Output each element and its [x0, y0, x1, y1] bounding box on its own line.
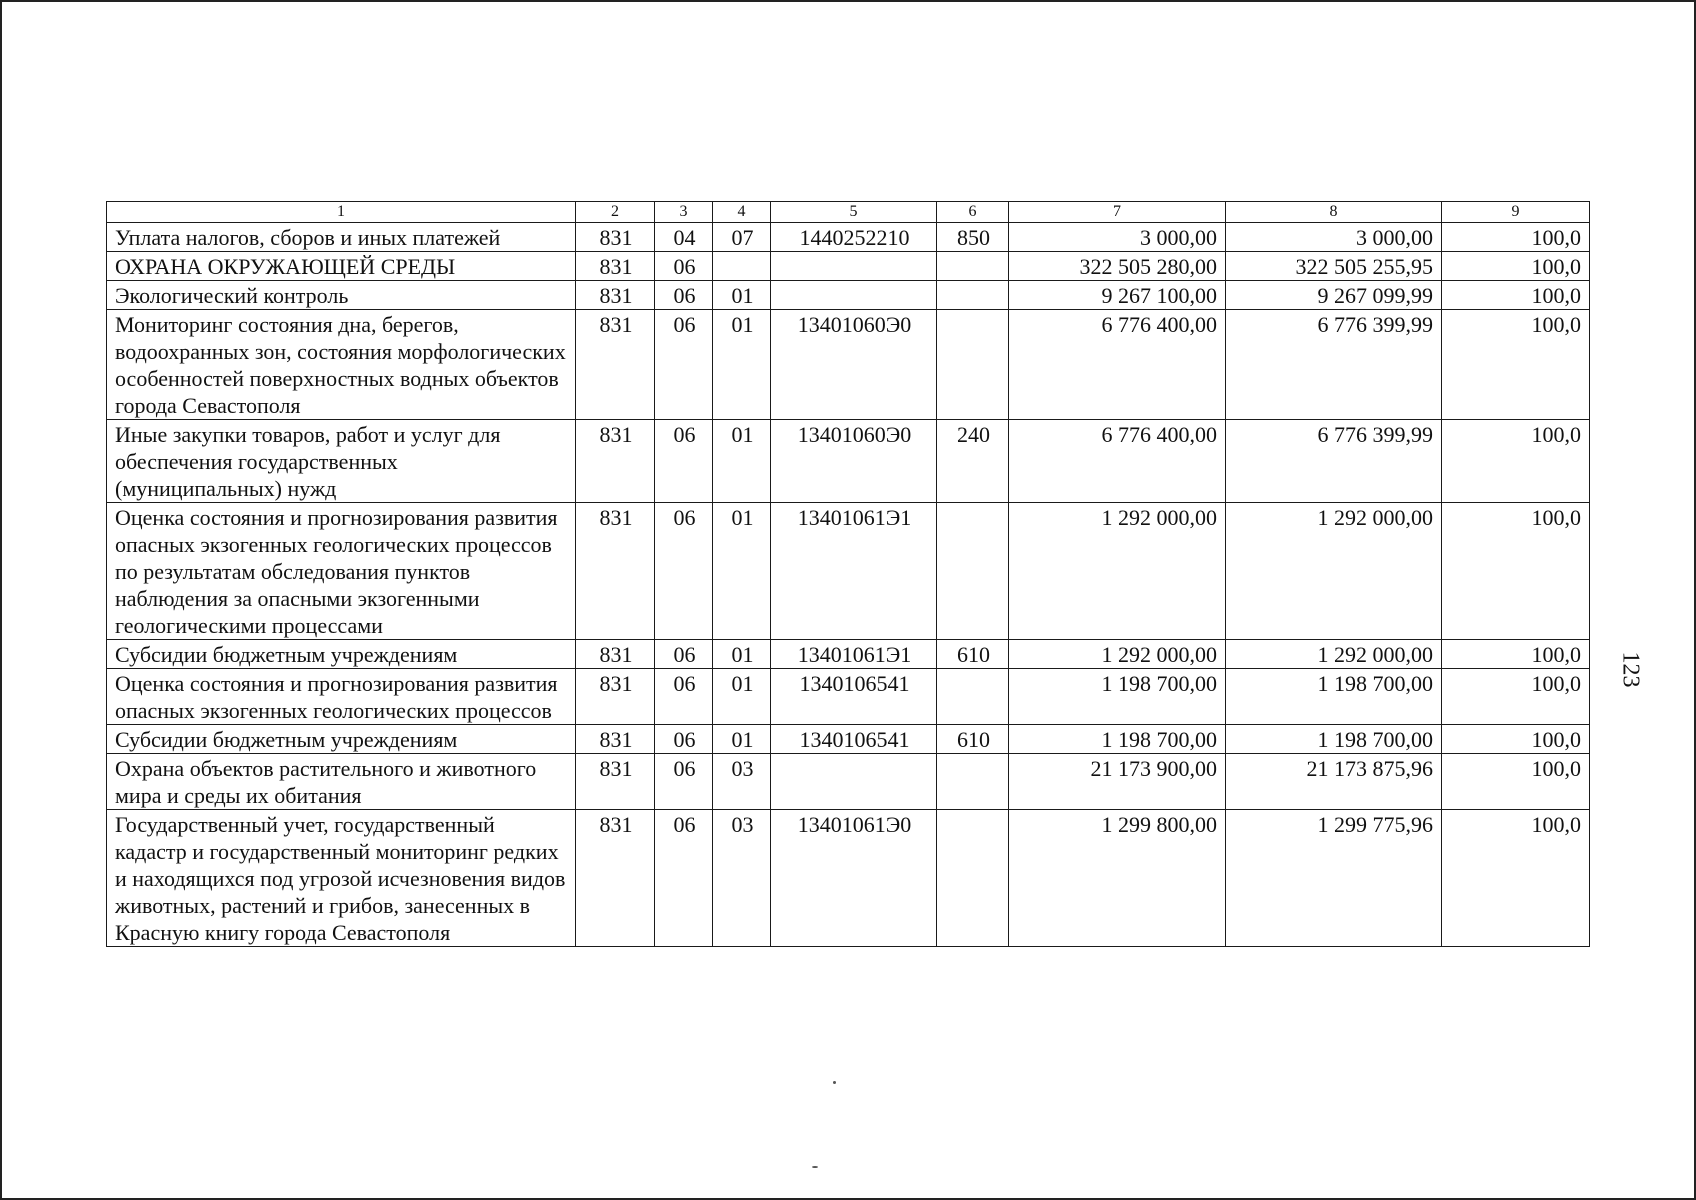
- row-name: ОХРАНА ОКРУЖАЮЩЕЙ СРЕДЫ: [107, 252, 576, 281]
- ministry-code: 831: [576, 810, 655, 947]
- ministry-code: 831: [576, 420, 655, 503]
- planned-amount: 21 173 900,00: [1009, 754, 1226, 810]
- expense-type-code: 610: [937, 725, 1009, 754]
- executed-amount: 3 000,00: [1226, 223, 1442, 252]
- target-item-code: [771, 754, 937, 810]
- column-number: 3: [655, 202, 713, 223]
- target-item-code: 1440252210: [771, 223, 937, 252]
- executed-amount: 6 776 399,99: [1226, 310, 1442, 420]
- planned-amount: 322 505 280,00: [1009, 252, 1226, 281]
- subsection-code: 01: [713, 669, 771, 725]
- planned-amount: 1 198 700,00: [1009, 669, 1226, 725]
- ministry-code: 831: [576, 281, 655, 310]
- row-name: Субсидии бюджетным учреждениям: [107, 640, 576, 669]
- ministry-code: 831: [576, 310, 655, 420]
- row-name: Оценка состояния и прогнозирования развития опасных экзогенных геологических процессов: [107, 669, 576, 725]
- execution-percent: 100,0: [1442, 669, 1590, 725]
- executed-amount: 1 292 000,00: [1226, 640, 1442, 669]
- column-number: 5: [771, 202, 937, 223]
- target-item-code: 13401060Э0: [771, 310, 937, 420]
- section-code: 06: [655, 640, 713, 669]
- ministry-code: 831: [576, 252, 655, 281]
- target-item-code: 13401061Э0: [771, 810, 937, 947]
- column-number: 2: [576, 202, 655, 223]
- ministry-code: 831: [576, 503, 655, 640]
- table-row: [107, 669, 1590, 725]
- expense-type-code: 610: [937, 640, 1009, 669]
- ministry-code: 831: [576, 725, 655, 754]
- table-row: [107, 223, 1590, 252]
- target-item-code: 13401061Э1: [771, 640, 937, 669]
- expense-type-code: [937, 503, 1009, 640]
- row-name: Уплата налогов, сборов и иных платежей: [107, 223, 576, 252]
- section-code: 06: [655, 754, 713, 810]
- column-number: 9: [1442, 202, 1590, 223]
- expense-type-code: [937, 669, 1009, 725]
- ministry-code: 831: [576, 223, 655, 252]
- subsection-code: 01: [713, 281, 771, 310]
- column-number: 4: [713, 202, 771, 223]
- subsection-code: 01: [713, 503, 771, 640]
- target-item-code: [771, 281, 937, 310]
- planned-amount: 1 198 700,00: [1009, 725, 1226, 754]
- execution-percent: 100,0: [1442, 223, 1590, 252]
- planned-amount: 6 776 400,00: [1009, 420, 1226, 503]
- execution-percent: 100,0: [1442, 252, 1590, 281]
- table-row: [107, 310, 1590, 420]
- ministry-code: 831: [576, 640, 655, 669]
- section-code: 06: [655, 810, 713, 947]
- subsection-code: [713, 252, 771, 281]
- section-code: 06: [655, 669, 713, 725]
- table-row: [107, 281, 1590, 310]
- table-row: [107, 754, 1590, 810]
- section-code: 06: [655, 281, 713, 310]
- row-name: Оценка состояния и прогнозирования развития опасных экзогенных геологических процессов по результатам обследования пунктов наблюдения за опасными экзогенными геологическими процессами: [107, 503, 576, 640]
- expense-type-code: [937, 252, 1009, 281]
- section-code: 06: [655, 503, 713, 640]
- section-code: 06: [655, 420, 713, 503]
- execution-percent: 100,0: [1442, 810, 1590, 947]
- execution-percent: 100,0: [1442, 725, 1590, 754]
- budget-execution-table: [106, 201, 1590, 947]
- column-number: 1: [107, 202, 576, 223]
- expense-type-code: 240: [937, 420, 1009, 503]
- subsection-code: 03: [713, 754, 771, 810]
- target-item-code: 1340106541: [771, 669, 937, 725]
- planned-amount: 3 000,00: [1009, 223, 1226, 252]
- row-name: Субсидии бюджетным учреждениям: [107, 725, 576, 754]
- executed-amount: 9 267 099,99: [1226, 281, 1442, 310]
- table-row: [107, 503, 1590, 640]
- expense-type-code: [937, 810, 1009, 947]
- row-name: Мониторинг состояния дна, берегов, водоохранных зон, состояния морфологических особенностей поверхностных водных объектов города Севастополя: [107, 310, 576, 420]
- planned-amount: 9 267 100,00: [1009, 281, 1226, 310]
- target-item-code: 1340106541: [771, 725, 937, 754]
- planned-amount: 1 299 800,00: [1009, 810, 1226, 947]
- expense-type-code: [937, 310, 1009, 420]
- expense-type-code: 850: [937, 223, 1009, 252]
- table-row: [107, 725, 1590, 754]
- table-row: [107, 420, 1590, 503]
- ministry-code: 831: [576, 754, 655, 810]
- executed-amount: 1 198 700,00: [1226, 725, 1442, 754]
- column-number: 6: [937, 202, 1009, 223]
- subsection-code: 07: [713, 223, 771, 252]
- target-item-code: 13401061Э1: [771, 503, 937, 640]
- execution-percent: 100,0: [1442, 281, 1590, 310]
- column-number: 7: [1009, 202, 1226, 223]
- planned-amount: 1 292 000,00: [1009, 640, 1226, 669]
- subsection-code: 03: [713, 810, 771, 947]
- planned-amount: 1 292 000,00: [1009, 503, 1226, 640]
- row-name: Государственный учет, государственный кадастр и государственный мониторинг редких и находящихся под угрозой исчезновения видов животных, растений и грибов, занесенных в Красную книгу города Севастополя: [107, 810, 576, 947]
- section-code: 06: [655, 725, 713, 754]
- target-item-code: [771, 252, 937, 281]
- ministry-code: 831: [576, 669, 655, 725]
- table-row: [107, 810, 1590, 947]
- executed-amount: 1 292 000,00: [1226, 503, 1442, 640]
- subsection-code: 01: [713, 725, 771, 754]
- subsection-code: 01: [713, 310, 771, 420]
- execution-percent: 100,0: [1442, 503, 1590, 640]
- executed-amount: 322 505 255,95: [1226, 252, 1442, 281]
- executed-amount: 21 173 875,96: [1226, 754, 1442, 810]
- row-name: Экологический контроль: [107, 281, 576, 310]
- executed-amount: 6 776 399,99: [1226, 420, 1442, 503]
- row-name: Охрана объектов растительного и животного мира и среды их обитания: [107, 754, 576, 810]
- row-name: Иные закупки товаров, работ и услуг для обеспечения государственных (муниципальных) нужд: [107, 420, 576, 503]
- page-number: 123: [1617, 651, 1644, 688]
- section-code: 06: [655, 252, 713, 281]
- subsection-code: 01: [713, 420, 771, 503]
- target-item-code: 13401060Э0: [771, 420, 937, 503]
- scan-speck: [833, 1081, 836, 1084]
- execution-percent: 100,0: [1442, 310, 1590, 420]
- table-row: [107, 252, 1590, 281]
- expense-type-code: [937, 281, 1009, 310]
- execution-percent: 100,0: [1442, 420, 1590, 503]
- executed-amount: 1 198 700,00: [1226, 669, 1442, 725]
- table-row: [107, 640, 1590, 669]
- section-code: 06: [655, 310, 713, 420]
- column-number: 8: [1226, 202, 1442, 223]
- subsection-code: 01: [713, 640, 771, 669]
- planned-amount: 6 776 400,00: [1009, 310, 1226, 420]
- scan-speck: [812, 1166, 818, 1168]
- section-code: 04: [655, 223, 713, 252]
- execution-percent: 100,0: [1442, 640, 1590, 669]
- execution-percent: 100,0: [1442, 754, 1590, 810]
- column-number-row: [107, 202, 1590, 223]
- expense-type-code: [937, 754, 1009, 810]
- executed-amount: 1 299 775,96: [1226, 810, 1442, 947]
